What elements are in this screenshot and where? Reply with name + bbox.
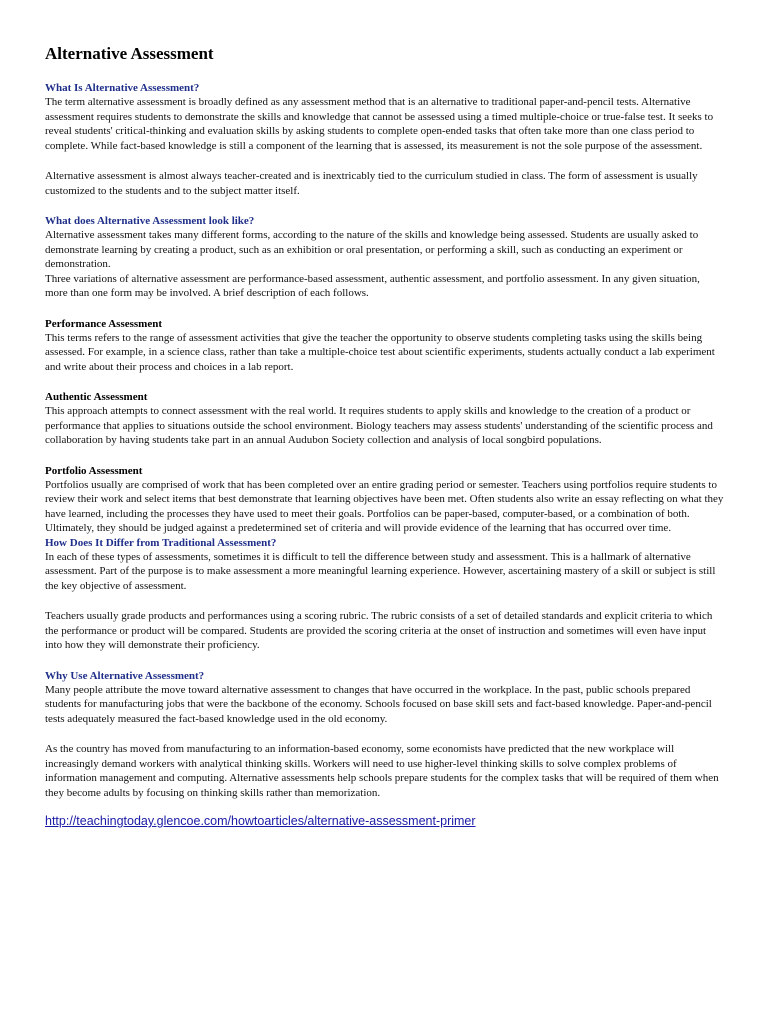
subheading-performance: Performance Assessment xyxy=(45,317,162,330)
paragraph: This approach attempts to connect assessment with the real world. It requires students to apply skills and knowledge to the creation of a product or performance that applies to situations outside the school environment. Biology teachers may assess students' understanding of the scientific process and collaboration by having students take part in an annual Audubon Society collection and analysis of local songbird populations. xyxy=(45,405,713,446)
paragraph: The term alternative assessment is broadly defined as any assessment method that is an alternative to traditional paper-and-pencil tests. Alternative assessment requires students to demonstrate the skills and knowledge that cannot be assessed using a timed multiple-choice or true-false test. It seeks to reveal students' critical-thinking and evaluation skills by asking students to complete open-ended tasks that often take more than one class period to complete. While fact-based knowledge is still a component of the learning that is assessed, its measurement is not the sole purpose of the assessment. xyxy=(45,96,714,152)
paragraph: Alternative assessment takes many different forms, according to the nature of the skills and knowledge being assessed. Students are usually asked to demonstrate learning by creating a product, such as an exhibition or oral presentation, or performing a skill, such as conducting an experiment or demonstration. xyxy=(45,229,699,270)
paragraph: Portfolios usually are comprised of work that has been completed over an entire grading period or semester. Teachers using portfolios require students to review their work and select items that best demonstrate that learning objectives have been met. Often students also write an essay reflecting on what they have learned, including the processes they have used to meet their goals. Portfolios can be paper-based, computer-based, or a combination of both. Ultimately, they should be judged against a predetermined set of criteria and will provide evidence of the learning that has occurred over time. xyxy=(45,478,724,534)
subheading-portfolio: Portfolio Assessment xyxy=(45,464,143,477)
paragraph: Teachers usually grade products and performances using a scoring rubric. The rubric consists of a set of detailed standards and explicit criteria to which the performance or product will be compared. Students are provided the scoring criteria at the onset of instruction and sometimes will even have input into how they will demonstrate their proficiency. xyxy=(45,610,713,651)
paragraph: Many people attribute the move toward alternative assessment to changes that have occurred in the workplace. In the past, public schools prepared students for manufacturing jobs that were the backbone of the economy. Schools focused on base skill sets and fact-based knowledge. Paper-and-pencil tests adequately measured the fact-based knowledge used in the old economy. xyxy=(45,683,712,725)
section-heading-differ: How Does It Differ from Traditional Assessment? xyxy=(45,536,277,549)
source-link[interactable]: http://teachingtoday.glencoe.com/howtoarticles/alternative-assessment-primer xyxy=(45,814,476,828)
paragraph: In each of these types of assessments, sometimes it is difficult to tell the difference between study and assessment. This is a hallmark of alternative assessment. Part of the purpose is to make assessment a more meaningful learning experience. However, ascertaining mastery of a skill or subject is still the key objective of assessment. xyxy=(45,550,716,592)
document-page xyxy=(45,44,725,830)
paragraph: Alternative assessment is almost always teacher-created and is inextricably tied to the curriculum studied in class. The form of assessment is usually customized to the students and to the subject matter itself. xyxy=(45,170,698,197)
page-title: Alternative Assessment xyxy=(45,44,214,63)
section-heading-look-like: What does Alternative Assessment look like? xyxy=(45,215,255,227)
section-heading-why-use: Why Use Alternative Assessment? xyxy=(45,669,205,682)
section-heading-what-is: What Is Alternative Assessment? xyxy=(45,82,200,94)
paragraph: As the country has moved from manufacturing to an information-based economy, some economists have predicted that the new workplace will increasingly demand workers with analytical thinking skills. Workers will need to use higher-level thinking skills to solve complex problems of information management and computing. Alternative assessments help schools prepare students for the complex tasks that will be required of them when they become adults by focusing on thinking skills rather than memorization. xyxy=(45,743,719,799)
paragraph: Three variations of alternative assessment are performance-based assessment, authentic assessment, and portfolio assessment. In any given situation, more than one form may be involved. A brief description of each follows. xyxy=(45,272,700,299)
paragraph: This terms refers to the range of assessment activities that give the teacher the opportunity to observe students completing tasks using the skills being assessed. For example, in a science class, rather than take a multiple-choice test about scientific experiments, students actually conduct a lab experiment and write about their process and choices in a lab report. xyxy=(45,331,715,373)
subheading-authentic: Authentic Assessment xyxy=(45,391,148,403)
